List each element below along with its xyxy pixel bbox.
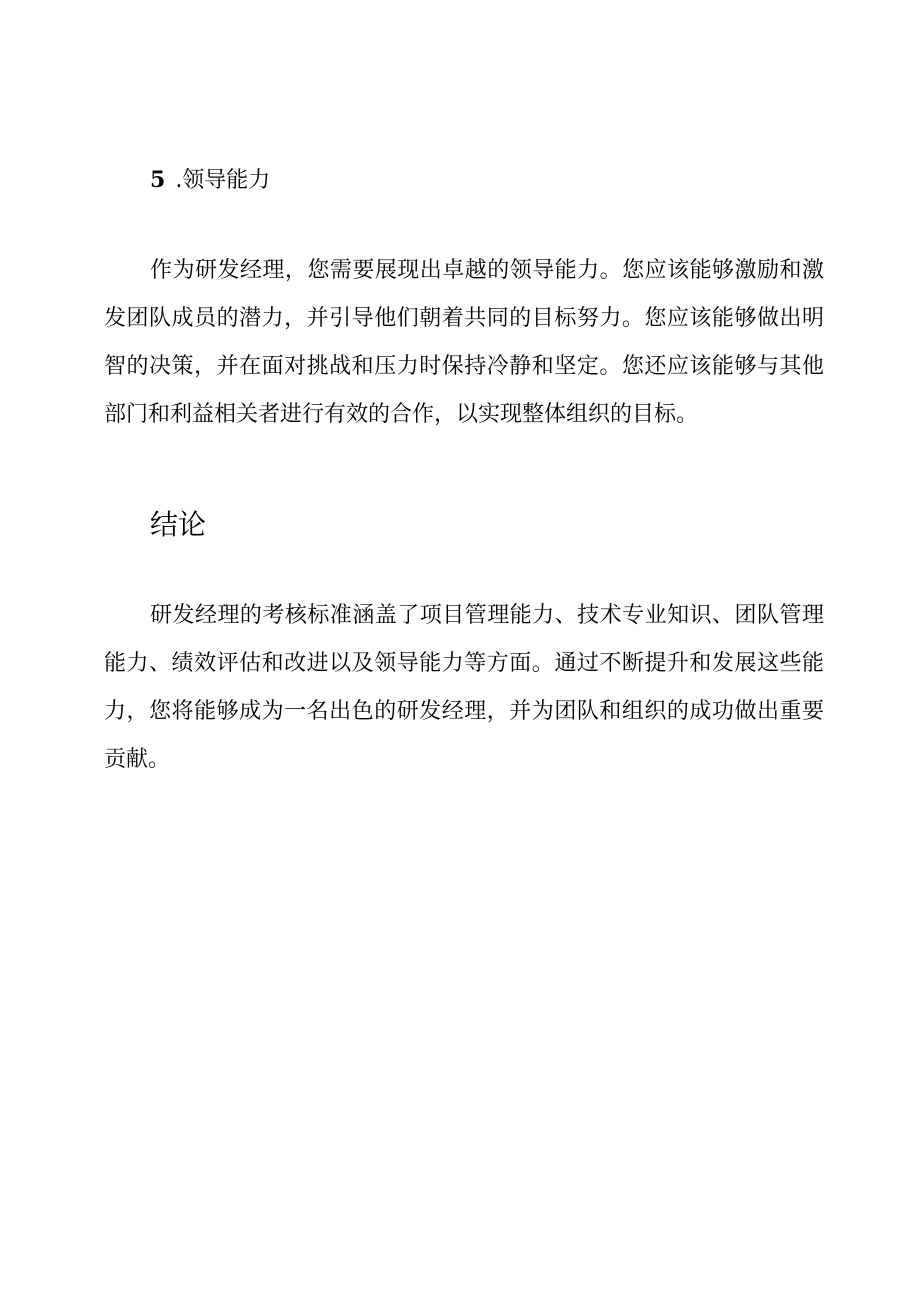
leadership-paragraph: 作为研发经理，您需要展现出卓越的领导能力。您应该能够激励和激发团队成员的潜力，并引导他们朝着共同的目标努力。您应该能够做出明智的决策，并在面对挑战和压力时保持冷静和坚定。您还应该能够与其他部门和利益相关者进行有效的合作，以实现整体组织的目标。 [104, 258, 824, 427]
conclusion-paragraph: 研发经理的考核标准涵盖了项目管理能力、技术专业知识、团队管理能力、绩效评估和改进以及领导能力等方面。通过不断提升和发展这些能力，您将能够成为一名出色的研发经理，并为团队和组织的成功做出重要贡献。 [104, 603, 824, 772]
section-number: 5 [150, 167, 166, 193]
conclusion-heading: 结论 [150, 508, 207, 541]
section-title: .领导能力 [175, 168, 271, 193]
section-heading-leadership [150, 163, 270, 198]
